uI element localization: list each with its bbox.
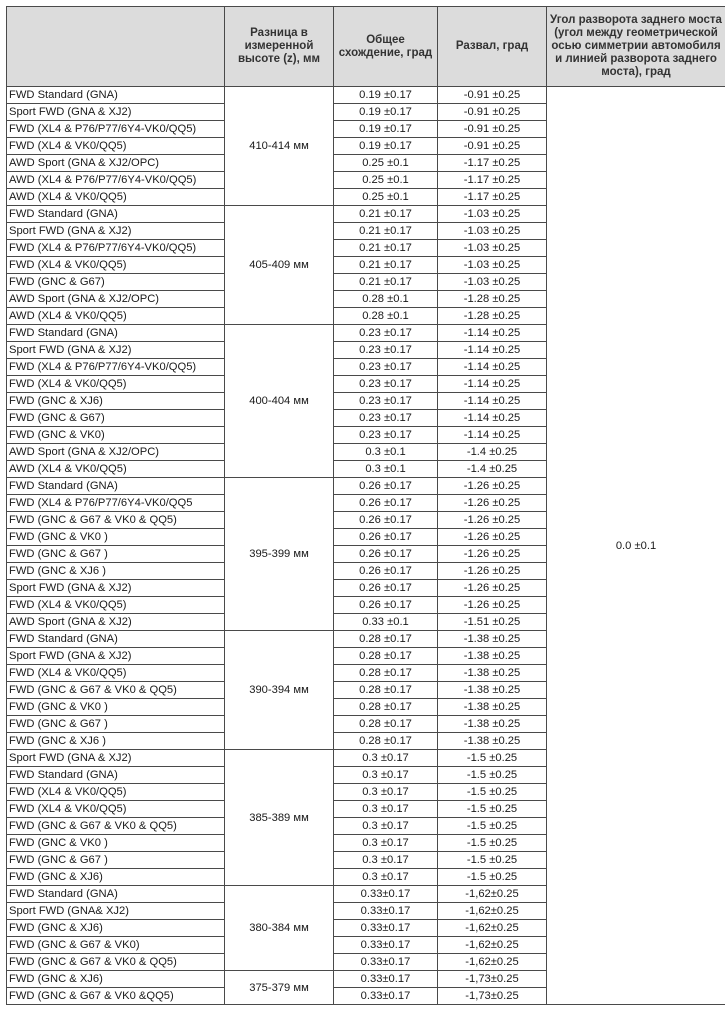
camber-cell: -1.14 ±0.25 bbox=[438, 427, 547, 444]
total-toe-cell: 0.19 ±0.17 bbox=[334, 138, 438, 155]
camber-cell: -1,73±0.25 bbox=[438, 988, 547, 1005]
total-toe-cell: 0.21 ±0.17 bbox=[334, 240, 438, 257]
model-cell: FWD (GNC & G67) bbox=[7, 274, 225, 291]
camber-cell: -1.17 ±0.25 bbox=[438, 189, 547, 206]
model-cell: FWD (GNC & G67 & VK0 & QQ5) bbox=[7, 682, 225, 699]
camber-cell: -1.03 ±0.25 bbox=[438, 223, 547, 240]
camber-cell: -1.5 ±0.25 bbox=[438, 835, 547, 852]
model-cell: AWD (XL4 & P76/P77/6Y4-VK0/QQ5) bbox=[7, 172, 225, 189]
camber-cell: -1.4 ±0.25 bbox=[438, 461, 547, 478]
model-cell: FWD (XL4 & VK0/QQ5) bbox=[7, 257, 225, 274]
model-cell: Sport FWD (GNA & XJ2) bbox=[7, 223, 225, 240]
camber-cell: -1.5 ±0.25 bbox=[438, 784, 547, 801]
thrust-angle-cell: 0.0 ±0.1 bbox=[547, 87, 725, 1005]
total-toe-cell: 0.26 ±0.17 bbox=[334, 495, 438, 512]
total-toe-cell: 0.3 ±0.17 bbox=[334, 767, 438, 784]
model-cell: FWD (XL4 & VK0/QQ5) bbox=[7, 784, 225, 801]
total-toe-cell: 0.25 ±0.1 bbox=[334, 172, 438, 189]
total-toe-cell: 0.28 ±0.17 bbox=[334, 648, 438, 665]
model-cell: FWD Standard (GNA) bbox=[7, 325, 225, 342]
total-toe-cell: 0.33±0.17 bbox=[334, 903, 438, 920]
total-toe-cell: 0.26 ±0.17 bbox=[334, 529, 438, 546]
total-toe-cell: 0.33±0.17 bbox=[334, 937, 438, 954]
total-toe-cell: 0.28 ±0.1 bbox=[334, 291, 438, 308]
camber-cell: -1.26 ±0.25 bbox=[438, 597, 547, 614]
camber-cell: -1.38 ±0.25 bbox=[438, 733, 547, 750]
total-toe-cell: 0.28 ±0.17 bbox=[334, 716, 438, 733]
total-toe-cell: 0.23 ±0.17 bbox=[334, 376, 438, 393]
model-cell: FWD Standard (GNA) bbox=[7, 767, 225, 784]
model-cell: FWD (GNC & VK0 ) bbox=[7, 529, 225, 546]
table-row bbox=[7, 87, 725, 104]
model-cell: FWD (XL4 & P76/P77/6Y4-VK0/QQ5 bbox=[7, 495, 225, 512]
model-cell: Sport FWD (GNA & XJ2) bbox=[7, 104, 225, 121]
camber-cell: -1.03 ±0.25 bbox=[438, 206, 547, 223]
camber-cell: -1.38 ±0.25 bbox=[438, 665, 547, 682]
model-cell: FWD Standard (GNA) bbox=[7, 478, 225, 495]
total-toe-cell: 0.23 ±0.17 bbox=[334, 427, 438, 444]
model-cell: FWD (GNC & G67 & VK0) bbox=[7, 937, 225, 954]
model-cell: Sport FWD (GNA & XJ2) bbox=[7, 750, 225, 767]
camber-cell: -1.28 ±0.25 bbox=[438, 308, 547, 325]
camber-cell: -1.4 ±0.25 bbox=[438, 444, 547, 461]
header-camber: Развал, град bbox=[438, 7, 547, 87]
camber-cell: -1.5 ±0.25 bbox=[438, 801, 547, 818]
total-toe-cell: 0.21 ±0.17 bbox=[334, 274, 438, 291]
total-toe-cell: 0.23 ±0.17 bbox=[334, 393, 438, 410]
camber-cell: -1.38 ±0.25 bbox=[438, 716, 547, 733]
total-toe-cell: 0.26 ±0.17 bbox=[334, 512, 438, 529]
table-header bbox=[7, 7, 725, 87]
model-cell: FWD (GNC & VK0) bbox=[7, 427, 225, 444]
camber-cell: -1,62±0.25 bbox=[438, 920, 547, 937]
camber-cell: -0.91 ±0.25 bbox=[438, 138, 547, 155]
camber-cell: -1.26 ±0.25 bbox=[438, 529, 547, 546]
alignment-specs-document bbox=[6, 6, 725, 1005]
total-toe-cell: 0.28 ±0.1 bbox=[334, 308, 438, 325]
camber-cell: -1.28 ±0.25 bbox=[438, 291, 547, 308]
model-cell: Sport FWD (GNA & XJ2) bbox=[7, 342, 225, 359]
total-toe-cell: 0.3 ±0.17 bbox=[334, 869, 438, 886]
model-cell: FWD (GNC & G67 ) bbox=[7, 546, 225, 563]
total-toe-cell: 0.28 ±0.17 bbox=[334, 665, 438, 682]
camber-cell: -1,62±0.25 bbox=[438, 954, 547, 971]
height-range-cell: 410-414 мм bbox=[225, 87, 334, 206]
total-toe-cell: 0.26 ±0.17 bbox=[334, 546, 438, 563]
camber-cell: -1.26 ±0.25 bbox=[438, 563, 547, 580]
header-model bbox=[7, 7, 225, 87]
total-toe-cell: 0.21 ±0.17 bbox=[334, 223, 438, 240]
header-total-toe: Общее схождение, град bbox=[334, 7, 438, 87]
model-cell: FWD (GNC & G67 & VK0 & QQ5) bbox=[7, 954, 225, 971]
model-cell: FWD Standard (GNA) bbox=[7, 631, 225, 648]
model-cell: AWD Sport (GNA & XJ2/OPC) bbox=[7, 155, 225, 172]
total-toe-cell: 0.28 ±0.17 bbox=[334, 733, 438, 750]
camber-cell: -1.14 ±0.25 bbox=[438, 376, 547, 393]
total-toe-cell: 0.19 ±0.17 bbox=[334, 87, 438, 104]
camber-cell: -1.14 ±0.25 bbox=[438, 359, 547, 376]
total-toe-cell: 0.3 ±0.17 bbox=[334, 801, 438, 818]
model-cell: FWD (GNC & XJ6) bbox=[7, 920, 225, 937]
table-body bbox=[7, 87, 725, 1005]
total-toe-cell: 0.3 ±0.17 bbox=[334, 852, 438, 869]
height-range-cell: 380-384 мм bbox=[225, 886, 334, 971]
camber-cell: -1.38 ±0.25 bbox=[438, 631, 547, 648]
model-cell: FWD Standard (GNA) bbox=[7, 206, 225, 223]
camber-cell: -1,62±0.25 bbox=[438, 937, 547, 954]
camber-cell: -1.03 ±0.25 bbox=[438, 257, 547, 274]
total-toe-cell: 0.21 ±0.17 bbox=[334, 206, 438, 223]
model-cell: Sport FWD (GNA& XJ2) bbox=[7, 903, 225, 920]
total-toe-cell: 0.33±0.17 bbox=[334, 920, 438, 937]
model-cell: FWD (GNC & VK0 ) bbox=[7, 699, 225, 716]
total-toe-cell: 0.33±0.17 bbox=[334, 988, 438, 1005]
total-toe-cell: 0.3 ±0.17 bbox=[334, 835, 438, 852]
model-cell: Sport FWD (GNA & XJ2) bbox=[7, 648, 225, 665]
camber-cell: -1.38 ±0.25 bbox=[438, 699, 547, 716]
height-range-cell: 385-389 мм bbox=[225, 750, 334, 886]
total-toe-cell: 0.26 ±0.17 bbox=[334, 597, 438, 614]
model-cell: Sport FWD (GNA & XJ2) bbox=[7, 580, 225, 597]
model-cell: AWD (XL4 & VK0/QQ5) bbox=[7, 308, 225, 325]
model-cell: FWD (XL4 & P76/P77/6Y4-VK0/QQ5) bbox=[7, 359, 225, 376]
camber-cell: -1.38 ±0.25 bbox=[438, 648, 547, 665]
camber-cell: -1.14 ±0.25 bbox=[438, 342, 547, 359]
camber-cell: -1.5 ±0.25 bbox=[438, 750, 547, 767]
total-toe-cell: 0.28 ±0.17 bbox=[334, 699, 438, 716]
model-cell: FWD (GNC & G67 & VK0 & QQ5) bbox=[7, 818, 225, 835]
model-cell: FWD (GNC & G67 & VK0 & QQ5) bbox=[7, 512, 225, 529]
camber-cell: -0.91 ±0.25 bbox=[438, 121, 547, 138]
total-toe-cell: 0.3 ±0.1 bbox=[334, 444, 438, 461]
total-toe-cell: 0.3 ±0.17 bbox=[334, 784, 438, 801]
model-cell: FWD (XL4 & P76/P77/6Y4-VK0/QQ5) bbox=[7, 240, 225, 257]
model-cell: FWD (XL4 & VK0/QQ5) bbox=[7, 138, 225, 155]
camber-cell: -1.5 ±0.25 bbox=[438, 767, 547, 784]
model-cell: FWD (GNC & G67) bbox=[7, 410, 225, 427]
model-cell: FWD (GNC & G67 ) bbox=[7, 716, 225, 733]
camber-cell: -1,73±0.25 bbox=[438, 971, 547, 988]
total-toe-cell: 0.25 ±0.1 bbox=[334, 189, 438, 206]
total-toe-cell: 0.3 ±0.17 bbox=[334, 750, 438, 767]
model-cell: AWD Sport (GNA & XJ2/OPC) bbox=[7, 444, 225, 461]
model-cell: FWD (XL4 & VK0/QQ5) bbox=[7, 597, 225, 614]
camber-cell: -0.91 ±0.25 bbox=[438, 104, 547, 121]
camber-cell: -1.26 ±0.25 bbox=[438, 512, 547, 529]
camber-cell: -1.14 ±0.25 bbox=[438, 325, 547, 342]
total-toe-cell: 0.26 ±0.17 bbox=[334, 580, 438, 597]
height-range-cell: 395-399 мм bbox=[225, 478, 334, 631]
camber-cell: -1.17 ±0.25 bbox=[438, 155, 547, 172]
total-toe-cell: 0.26 ±0.17 bbox=[334, 563, 438, 580]
model-cell: FWD (XL4 & P76/P77/6Y4-VK0/QQ5) bbox=[7, 121, 225, 138]
total-toe-cell: 0.25 ±0.1 bbox=[334, 155, 438, 172]
height-range-cell: 400-404 мм bbox=[225, 325, 334, 478]
total-toe-cell: 0.23 ±0.17 bbox=[334, 410, 438, 427]
total-toe-cell: 0.23 ±0.17 bbox=[334, 359, 438, 376]
camber-cell: -1.26 ±0.25 bbox=[438, 546, 547, 563]
total-toe-cell: 0.33±0.17 bbox=[334, 886, 438, 903]
model-cell: FWD (XL4 & VK0/QQ5) bbox=[7, 376, 225, 393]
total-toe-cell: 0.3 ±0.17 bbox=[334, 818, 438, 835]
total-toe-cell: 0.28 ±0.17 bbox=[334, 631, 438, 648]
camber-cell: -1.14 ±0.25 bbox=[438, 393, 547, 410]
camber-cell: -1,62±0.25 bbox=[438, 886, 547, 903]
camber-cell: -1.26 ±0.25 bbox=[438, 580, 547, 597]
total-toe-cell: 0.33±0.17 bbox=[334, 954, 438, 971]
model-cell: FWD Standard (GNA) bbox=[7, 886, 225, 903]
camber-cell: -1.5 ±0.25 bbox=[438, 818, 547, 835]
total-toe-cell: 0.19 ±0.17 bbox=[334, 104, 438, 121]
model-cell: AWD (XL4 & VK0/QQ5) bbox=[7, 461, 225, 478]
model-cell: FWD (GNC & VK0 ) bbox=[7, 835, 225, 852]
camber-cell: -1.26 ±0.25 bbox=[438, 478, 547, 495]
total-toe-cell: 0.26 ±0.17 bbox=[334, 478, 438, 495]
camber-cell: -1.51 ±0.25 bbox=[438, 614, 547, 631]
model-cell: FWD (XL4 & VK0/QQ5) bbox=[7, 665, 225, 682]
header-thrust-angle: Угол разворота заднего моста (угол между геометрической осью симметрии автомобиля и линией разворота заднего моста), град bbox=[547, 7, 725, 87]
header-height-diff: Разница в измеренной высоте (z), мм bbox=[225, 7, 334, 87]
model-cell: FWD (GNC & XJ6) bbox=[7, 393, 225, 410]
total-toe-cell: 0.21 ±0.17 bbox=[334, 257, 438, 274]
model-cell: FWD (GNC & XJ6) bbox=[7, 869, 225, 886]
model-cell: FWD (GNC & G67 ) bbox=[7, 852, 225, 869]
height-range-cell: 405-409 мм bbox=[225, 206, 334, 325]
total-toe-cell: 0.23 ±0.17 bbox=[334, 325, 438, 342]
total-toe-cell: 0.33 ±0.1 bbox=[334, 614, 438, 631]
model-cell: AWD Sport (GNA & XJ2) bbox=[7, 614, 225, 631]
camber-cell: -0.91 ±0.25 bbox=[438, 87, 547, 104]
camber-cell: -1.14 ±0.25 bbox=[438, 410, 547, 427]
camber-cell: -1.5 ±0.25 bbox=[438, 852, 547, 869]
model-cell: FWD (GNC & XJ6 ) bbox=[7, 733, 225, 750]
camber-cell: -1,62±0.25 bbox=[438, 903, 547, 920]
camber-cell: -1.38 ±0.25 bbox=[438, 682, 547, 699]
total-toe-cell: 0.23 ±0.17 bbox=[334, 342, 438, 359]
camber-cell: -1.03 ±0.25 bbox=[438, 240, 547, 257]
total-toe-cell: 0.33±0.17 bbox=[334, 971, 438, 988]
camber-cell: -1.17 ±0.25 bbox=[438, 172, 547, 189]
model-cell: FWD (XL4 & VK0/QQ5) bbox=[7, 801, 225, 818]
header-row bbox=[7, 7, 725, 87]
model-cell: FWD (GNC & XJ6 ) bbox=[7, 563, 225, 580]
model-cell: FWD (GNC & G67 & VK0 &QQ5) bbox=[7, 988, 225, 1005]
height-range-cell: 390-394 мм bbox=[225, 631, 334, 750]
model-cell: FWD Standard (GNA) bbox=[7, 87, 225, 104]
camber-cell: -1.5 ±0.25 bbox=[438, 869, 547, 886]
height-range-cell: 375-379 мм bbox=[225, 971, 334, 1005]
total-toe-cell: 0.19 ±0.17 bbox=[334, 121, 438, 138]
model-cell: FWD (GNC & XJ6) bbox=[7, 971, 225, 988]
model-cell: AWD Sport (GNA & XJ2/OPC) bbox=[7, 291, 225, 308]
total-toe-cell: 0.3 ±0.1 bbox=[334, 461, 438, 478]
wheel-alignment-table bbox=[6, 6, 725, 1005]
model-cell: AWD (XL4 & VK0/QQ5) bbox=[7, 189, 225, 206]
camber-cell: -1.26 ±0.25 bbox=[438, 495, 547, 512]
total-toe-cell: 0.28 ±0.17 bbox=[334, 682, 438, 699]
camber-cell: -1.03 ±0.25 bbox=[438, 274, 547, 291]
